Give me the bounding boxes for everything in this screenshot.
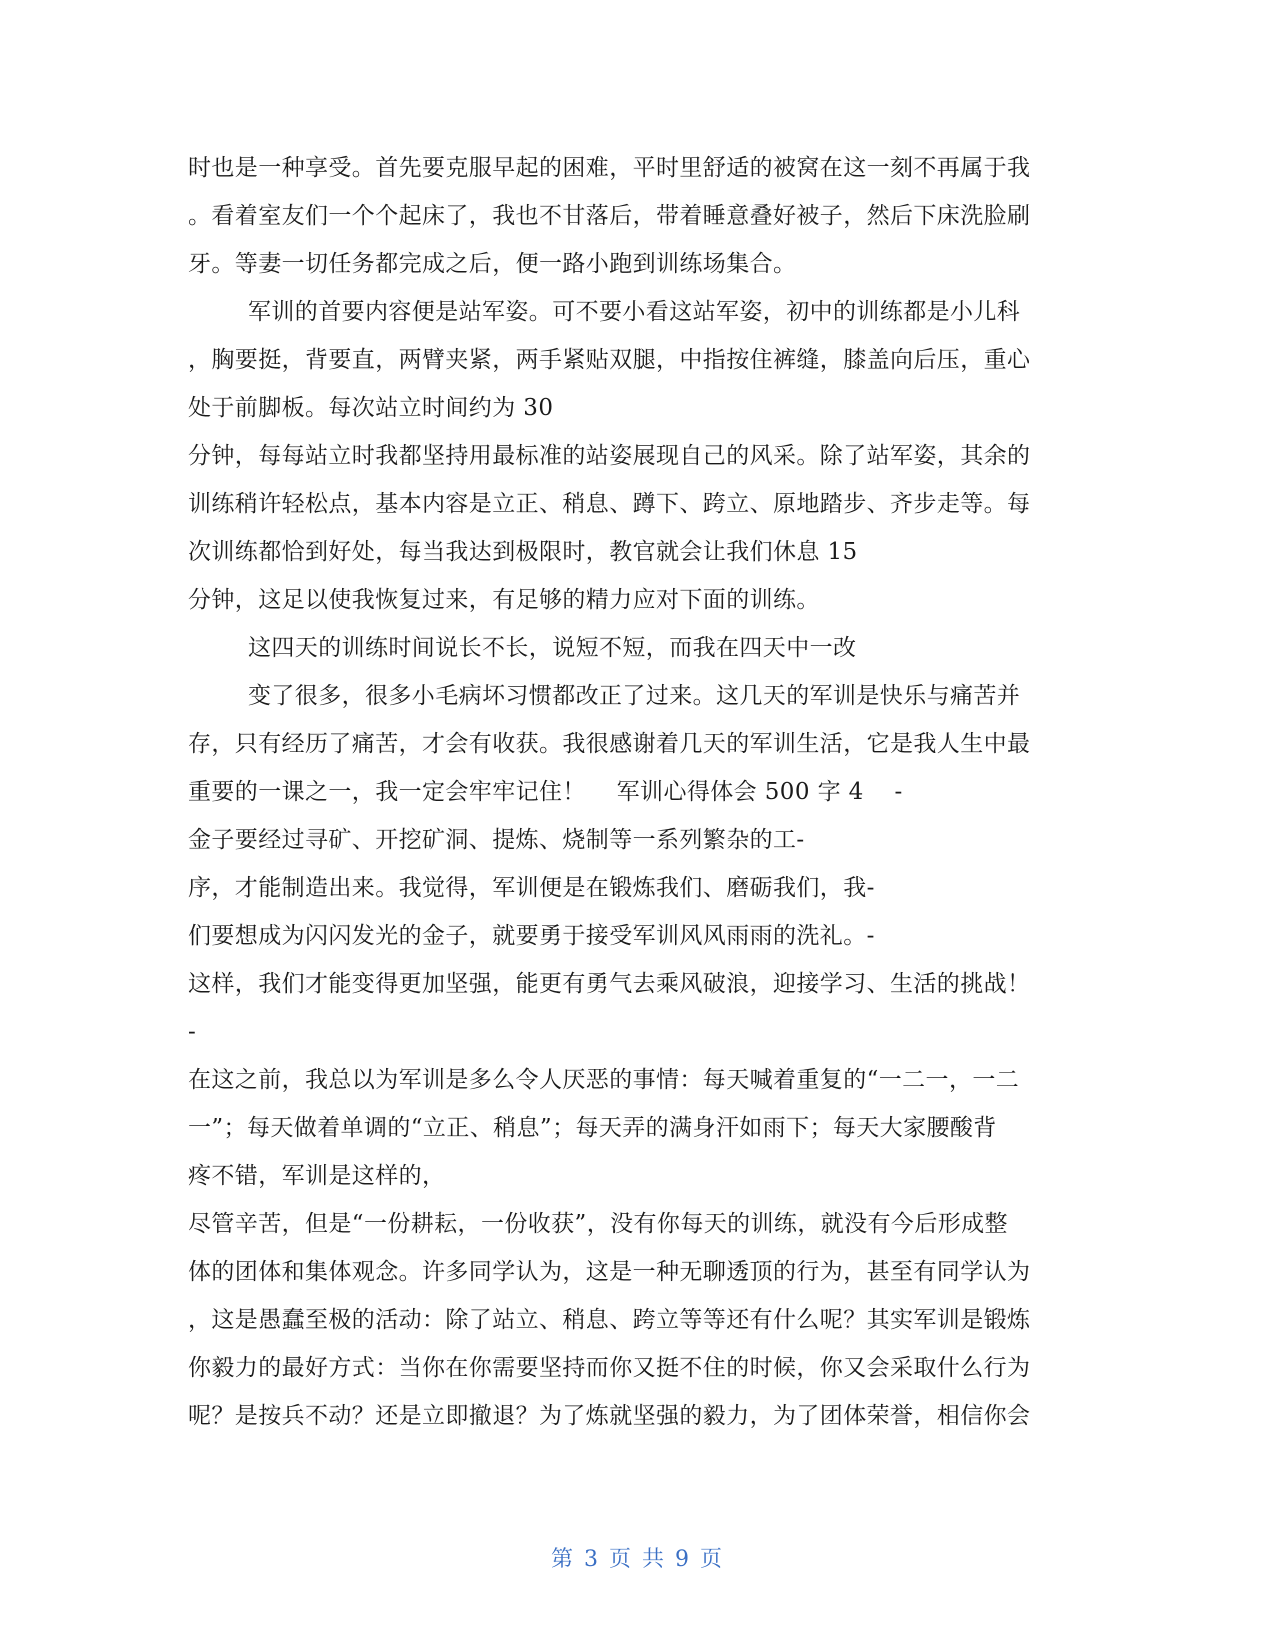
text-line: 军训的首要内容便是站军姿。可不要小看这站军姿，初中的训练都是小儿科 <box>248 299 1021 325</box>
text-line: 分钟，每每站立时我都坚持用最标准的站姿展现自己的风采。除了站军姿，其余的 <box>188 443 1031 469</box>
text-line: - <box>188 1019 197 1045</box>
text-line: 一”；每天做着单调的“立正、稍息”；每天弄的满身汗如雨下；每天大家腰酸背 <box>188 1115 997 1141</box>
text-line: 变了很多，很多小毛病坏习惯都改正了过来。这几天的军训是快乐与痛苦并 <box>248 683 1021 709</box>
text-line: ，胸要挺，背要直，两臂夹紧，两手紧贴双腿，中指按住裤缝，膝盖向后压，重心 <box>188 347 1031 373</box>
text-line: 分钟，这足以使我恢复过来，有足够的精力应对下面的训练。 <box>188 587 820 613</box>
text-line: 处于前脚板。每次站立时间约为 30 <box>188 395 554 421</box>
text-line: 重要的一课之一，我一定会牢牢记住！ 军训心得体会 500 字 4 - <box>188 779 903 805</box>
text-line: 时也是一种享受。首先要克服早起的困难，平时里舒适的被窝在这一刻不再属于我 <box>188 155 1031 181</box>
text-line: 你毅力的最好方式：当你在你需要坚持而你又挺不住的时候，你又会采取什么行为 <box>188 1355 1031 1381</box>
text-line: 金子要经过寻矿、开挖矿洞、提炼、烧制等一系列繁杂的工- <box>188 827 805 853</box>
text-line: 体的团体和集体观念。许多同学认为，这是一种无聊透顶的行为，甚至有同学认为 <box>188 1259 1031 1285</box>
text-line: 疼不错，军训是这样的， <box>188 1163 446 1189</box>
text-line: ，这是愚蠢至极的活动：除了站立、稍息、跨立等等还有什么呢？其实军训是锻炼 <box>188 1307 1031 1333</box>
text-line: 这样，我们才能变得更加坚强，能更有勇气去乘风破浪，迎接学习、生活的挑战！ <box>188 971 1031 997</box>
page-number-footer: 第 3 页 共 9 页 <box>551 1547 724 1572</box>
text-line: 次训练都恰到好处，每当我达到极限时，教官就会让我们休息 15 <box>188 539 858 565</box>
text-line: 这四天的训练时间说长不长，说短不短，而我在四天中一改 <box>248 635 857 661</box>
body-text <box>188 144 1088 1440</box>
text-line: 序，才能制造出来。我觉得，军训便是在锻炼我们、磨砺我们，我- <box>188 875 875 901</box>
text-line: 牙。等妻一切任务都完成之后，便一路小跑到训练场集合。 <box>188 251 797 277</box>
text-line: 们要想成为闪闪发光的金子，就要勇于接受军训风风雨雨的洗礼。- <box>188 923 875 949</box>
text-line: 存，只有经历了痛苦，才会有收获。我很感谢着几天的军训生活，它是我人生中最 <box>188 731 1031 757</box>
text-line: 在这之前，我总以为军训是多么令人厌恶的事情：每天喊着重复的“一二一，一二 <box>188 1067 1020 1093</box>
text-line: 尽管辛苦，但是“一份耕耘，一份收获”，没有你每天的训练，就没有今后形成整 <box>188 1211 1008 1237</box>
text-line: 呢？是按兵不动？还是立即撤退？为了炼就坚强的毅力，为了团体荣誉，相信你会 <box>188 1403 1031 1429</box>
text-line: 。看着室友们一个个起床了，我也不甘落后，带着睡意叠好被子，然后下床洗脸刷 <box>188 203 1031 229</box>
text-line: 训练稍许轻松点，基本内容是立正、稍息、蹲下、跨立、原地踏步、齐步走等。每 <box>188 491 1031 517</box>
